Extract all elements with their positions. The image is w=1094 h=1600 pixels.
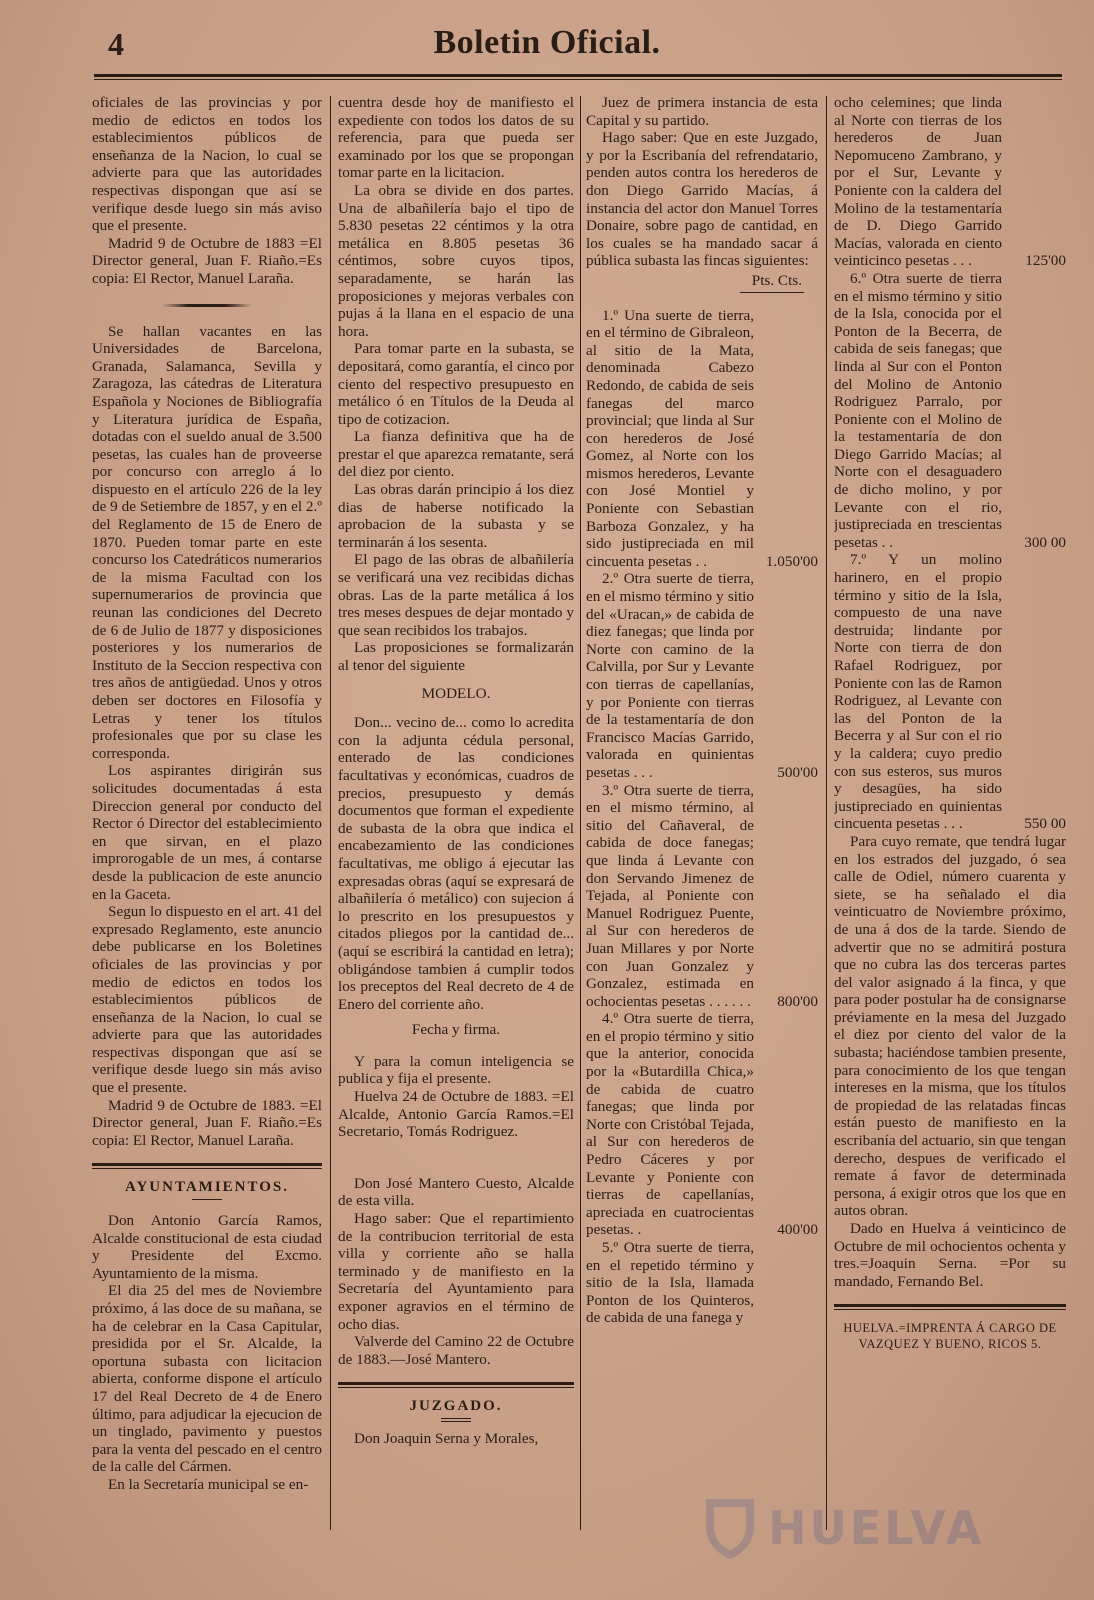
property-description: 1.º Una suerte de tierra, en el término de Gibraleon, al sitio de la Mata, denominada Cabezo Redondo, de cabida de seis fanegas del marco provincial; que linda al Sur con herederos de José Gomez, al Norte con los mismos herederos, Levante con José Montiel y Poniente con Sebastian Barboza Gonzalez, y ha sido justipreciada en mil cincuenta pesetas . . [586,306,754,570]
modelo-heading: MODELO. [421,684,491,702]
paragraph: Don Joaquin Serna y Morales, [354,1429,539,1447]
pesetas-header-rule [740,292,804,293]
ornament-divider [162,304,252,307]
property-amount: 300 00 [1024,533,1066,551]
spacer [338,1141,574,1175]
column-3 [586,94,818,1530]
property-amount: 550 00 [1024,815,1066,833]
paragraph: Las proposiciones se formalizarán al tenor del siguiente [338,639,574,674]
paragraph: Los aspirantes dirigirán sus solicitudes documentadas á esta Direccion general por conducto del Rector ó Director del establecimiento en que sirvan, en el plazo improrogable de un mes, á contarse desde la publicacion de este anuncio en la Gaceta. [92,762,322,903]
pesetas-column-header: Pts. Cts. [751,271,802,289]
header-rule [94,74,1062,77]
imprint-line [834,1320,1066,1352]
paragraph: Don José Mantero Cuesto, Alcalde de esta villa. [338,1174,574,1210]
paragraph: Don... vecino de... como lo acredita con la adjunta cédula personal, enterado de las condiciones facultativas y económicas, cuadros de precios, presupuesto y demás documentos que forman el expediente de subasta de la obra que indica el encabezamiento de las condiciones facultativas, me obligo á ejecutar las expresadas obras (aquí se expresará de albañilería ó metálico) con sujecion á lo prescrito en los presupuestos y citados pliegos por la cantidad de... (aquí se escribirá la cantidad en letra); obligándose tambien á cumplir todos los preceptos del Real decreto de 4 de Enero del corriente año. [338,714,574,1013]
section-heading-ayuntamientos: AYUNTAMIENTOS. [124,1179,289,1196]
section-rule [338,1382,574,1388]
paragraph: cuentra desde hoy de manifiesto el expediente con todos los datos de su referencia, para que pueda ser examinado por los que se propongan tomar parte en la licitacion. [338,94,574,182]
property-item [586,1010,818,1239]
paragraph: Hago saber: Que el repartimiento de la contribucion territorial de esta villa y corriente año se halla terminado y de manifiesto en la Secretaría del Ayuntamiento para exponer agravios en el término de ocho dias. [338,1210,574,1333]
property-item [834,551,1066,833]
column-divider [580,96,581,1530]
fecha-firma: Fecha y firma. [411,1021,501,1039]
paragraph: Para cuyo remate, que tendrá lugar en los estrados del juzgado, ó sea calle de Odiel, número cuarenta y siete, se ha señalado el dia veinticuatro de Noviembre próximo, de una á dos de la tarde. Siendo de advertir que no se admitirá postura que no cubra las dos terceras partes del valor asignado á la finca, y que para poder postular ha de consignarse préviamente en la mesa del Juzgado el diez por ciento del valor de la subasta; haciéndose tambien presente, para conocimiento de los que tengan intereses en la misma, que los títulos de propiedad de las relatadas fincas están puesto de manifiesto en la escribanía del actuario, sin que tengan derecho, despues de verificado el remate á favor de determinada persona, á exigir otros que los que en autos obran. [834,832,1066,1220]
signature-line: Dado en Huelva á veinticinco de Octubre de mil ochocientos ochenta y tres.=Joaquin Serna. =Por su mandado, Fernando Bel. [834,1220,1066,1290]
property-description: 2.º Otra suerte de tierra, en el mismo término y sitio del «Uracan,» de cabida de diez fanegas; que linda por Norte con camino de la Calvilla, por Sur y Levante con tierras de capellanías, y por Poniente con tierras de la testamentaría de don Francisco Macías Garrido, valorada en quinientas pesetas . . . [586,570,754,781]
property-description: 3.º Otra suerte de tierra, en el mismo término, al sitio del Cañaveral, de cabida de doce fanegas; que linda á Levante con don Servando Jimenez de Tejada, al Poniente con Manuel Rodriguez Puente, al Sur con herederos de Juan Millares y por Norte con Juan Gonzalez y Gonzalez, estimada en ochocientas pesetas . . . . . . [586,781,754,1010]
property-item [834,270,1066,552]
paragraph: La obra se divide en dos partes. Una de albañilería bajo el tipo de 5.830 pesetas 22 céntimos y la otra metálica en 8.805 pesetas 36 céntimos, sobre cuyos tipos, separadamente, se harán las proposiciones y mejoras verbales con pujas á la llana en el espacio de una hora. [338,181,574,340]
property-description: 4.º Otra suerte de tierra, en el propio término y sitio que la anterior, conocida por la «Butardilla Chica,» de cabida de cuatro fanegas; que linda por Norte con Cristóbal Tejada, al Sur con herederos de Pedro Cáceres y por Levante y Poniente con tierras de capellanías, apreciada en cuatrocientas pesetas. . [586,1010,754,1239]
property-description: ocho celemines; que linda al Norte con tierras de los herederos de Juan Nepomuceno Zambrano, y por el Sur, Levante y Poniente con la caldera del Molino de la testamentaría de D. Diego Garrido Macías, valorada en ciento veinticinco pesetas . . . [834,94,1002,270]
section-underline [441,1418,471,1422]
column-4 [834,94,1066,1530]
column-1 [92,94,322,1530]
paragraph: La fianza definitiva que ha de prestar el que aparezca rematante, será del diez por ciento. [338,428,574,481]
signature-line: Valverde del Camino 22 de Octubre de 1883.—José Mantero. [338,1333,574,1368]
imprint-text: HUELVA.=IMPRENTA Á CARGO DE [843,1321,1057,1336]
paragraph: Las obras darán principio á los diez dias de haberse notificado la aprobacion de la subasta y se terminarán á los sesenta. [338,481,574,551]
imprint-text: VAZQUEZ Y BUENO, RICOS 5. [858,1337,1042,1352]
newspaper-title: Boletin Oficial. [433,24,661,61]
property-item [586,1239,818,1327]
property-item [586,307,818,571]
paragraph: En la Secretaría municipal se en- [108,1475,309,1493]
column-2 [338,94,574,1530]
paragraph: Don Antonio García Ramos, Alcalde constitucional de esta ciudad y Presidente del Excmo. Ayuntamiento de la misma. [92,1212,322,1282]
paragraph: Juez de primera instancia de esta Capital y su partido. [586,94,818,129]
paragraph: Segun lo dispuesto en el art. 41 del expresado Reglamento, este anuncio debe publicarse en los Boletines oficiales de las provincias y por medio de edictos en todos los establecimientos públicos de enseñanza de la Nacion, lo cual se advierte para que las autoridades respectivas dispongan que así se verifique desde luego sin más aviso que el presente. [92,903,322,1097]
property-amount: 400'00 [777,1221,818,1239]
paragraph: Hago saber: Que en este Juzgado, y por la Escribanía del refrendatario, penden autos contra los herederos de don Diego Garrido Macías, á instancia del actor don Manuel Torres Donaire, sobre pago de cantidad, en los cuales se ha mandado sacar á pública subasta las fincas siguientes: [586,129,818,270]
shield-icon [700,1493,760,1563]
paragraph: El pago de las obras de albañilería se verificará una vez recibidas dichas obras. Las de la parte metálica á los tres meses despues de dejar montado y que sean recibidos los trabajos. [338,551,574,639]
property-item [586,782,818,1011]
column-divider [826,96,827,1530]
watermark-logo [700,1488,1020,1568]
property-description: 7.º Y un molino harinero, en el propio término y sitio de la Isla, compuesto de una nave destruida; lindante por Norte con tierra de don Rafael Rodriguez, por Poniente con las de Ramon Rodriguez, al Levante con las del Ponton de la Becerra y al Sur con el rio y la caldera; cuyo predio con sus esteros, sus muros y desagües, ha sido justipreciado en quinientas cincuenta pesetas . . . [834,551,1002,833]
signature-line: Madrid 9 de Octubre de 1883 =El Director general, Juan F. Riaño.=Es copia: El Rector, Manuel Laraña. [92,234,322,287]
section-underline [192,1199,222,1200]
watermark-text: HUELVA [768,1501,985,1555]
paragraph: El dia 25 del mes de Noviembre próximo, á las doce de su mañana, se ha de celebrar en la Casa Capitular, presidida por el Sr. Alcalde, la oportuna subasta con licitacion abierta, conforme dispone el artículo 17 del Real Decreto de 4 de Enero último, para adjudicar la ejecucion de un tinglado, pavimento y puestos para la venta del pescado en el centro de la calle del Cármen. [92,1282,322,1476]
paragraph: Se hallan vacantes en las Universidades de Barcelona, Granada, Salamanca, Sevilla y Zaragoza, las cátedras de Literatura Española y Nociones de Bibliografía y Literatura jurídica de España, dotadas con el sueldo anual de 3.500 pesetas, las cuales han de proveerse por concurso con arreglo á lo dispuesto en el artículo 226 de la ley de 9 de Setiembre de 1857, y en el 2.º del Reglamento de 15 de Enero de 1870. Pueden tomar parte en este concurso los Catedráticos numerarios de la misma Facultad con los supernumerarios de provincia que reunan las condiciones del Decreto de 6 de Julio de 1877 y disposiciones posteriores y los numerarios de Instituto de la Seccion respectiva con tres años de antigüedad. Unos y otros deben ser doctores en Filosofía y Letras y tener los títulos profesionales que por su clase les corresponda. [92,322,322,762]
property-item [834,94,1066,270]
paragraph: oficiales de las provincias y por medio de edictos en todos los establecimientos públicos de enseñanza de la Nacion, lo cual se advierte para que las autoridades respectivas dispongan que así se verifique desde luego sin más aviso que el presente. [92,94,322,235]
section-heading-juzgado: JUZGADO. [409,1398,503,1415]
property-description: 6.º Otra suerte de tierra en el mismo término y sitio de la Isla, conocida por el Ponton de la Becerra, de cabida de seis fanegas; que linda al Sur con el Ponton del Molino de Antonio Rodriguez Parralo, por Poniente con el Molino de la testamentaría de don Diego Garrido Macías; al Norte con el desaguadero de dicho molino, y por Levante con el rio, justipreciada en trescientas pesetas . . [834,269,1002,551]
property-item [586,570,818,781]
property-amount: 800'00 [777,992,818,1010]
footer-rule [834,1304,1066,1310]
property-amount: 125'00 [1025,252,1066,270]
section-rule [92,1163,322,1169]
property-amount: 1.050'00 [765,552,818,570]
header-rule-thin [94,79,1062,80]
signature-line: Huelva 24 de Octubre de 1883. =El Alcalde, Antonio García Ramos.=El Secretario, Tomás Rodriguez. [338,1088,574,1141]
page-number: 4 [108,26,124,62]
signature-line: Madrid 9 de Octubre de 1883. =El Director general, Juan F. Riaño.=Es copia: El Rector, Manuel Laraña. [92,1096,322,1149]
property-amount: 500'00 [777,763,818,781]
paragraph: Para tomar parte en la subasta, se depositará, como garantía, el cinco por ciento del respectivo presupuesto en metálico ó en Títulos de la Deuda al tipo de cotizacion. [338,340,574,428]
paragraph: Y para la comun inteligencia se publica y fija el presente. [338,1052,574,1088]
property-description: 5.º Otra suerte de tierra, en el repetido término y sitio de la Isla, llamada Ponton de los Quinteros, de cabida de una fanega y [586,1239,754,1327]
column-divider [330,96,331,1530]
